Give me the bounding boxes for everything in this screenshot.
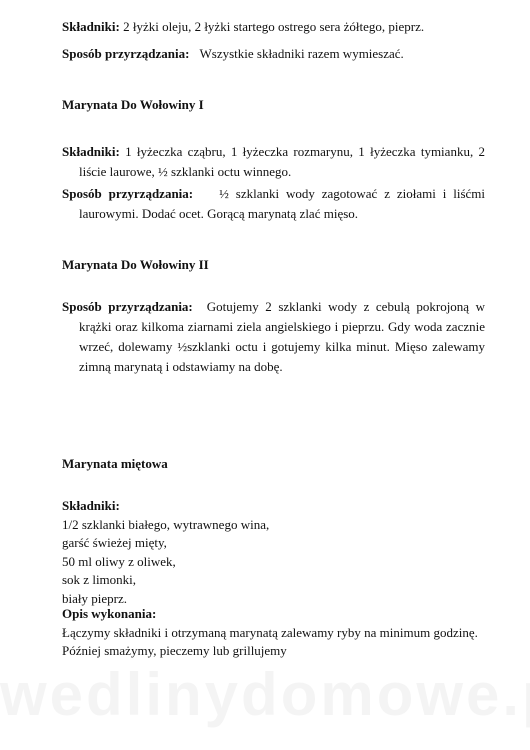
- method-label: Sposób przyrządzania:: [62, 46, 190, 61]
- ingredients-label: Składniki:: [62, 144, 120, 159]
- method-label: Opis wykonania:: [62, 606, 157, 621]
- section2-ingredients: [62, 142, 485, 182]
- section4-method: [62, 605, 478, 661]
- section1-ingredients: [62, 17, 470, 37]
- method-line: Później smażymy, pieczemy lub grillujemy: [62, 643, 287, 658]
- ingredient-item: 50 ml oliwy z oliwek,: [62, 553, 176, 569]
- section4-ingredients: [62, 497, 269, 608]
- section1-method: [62, 44, 470, 64]
- method-text: Gotujemy 2 szklanki wody z cebulą pokrojoną w krążki oraz kilkoma ziarnami ziela angielskiego i pieprzu. Gdy woda zacznie wrzeć, dolewamy ½szklanki octu i gotujemy kilka minut. Mięso zalewamy zimną marynatą i odstawiamy na dobę.: [79, 299, 485, 374]
- section3-title: Marynata Do Wołowiny II: [62, 257, 209, 272]
- section2-title: Marynata Do Wołowiny I: [62, 97, 204, 112]
- ingredient-item: sok z limonki,: [62, 572, 137, 587]
- section4-title: Marynata miętowa: [62, 456, 168, 471]
- method-text: Wszystkie składniki razem wymieszać.: [199, 46, 404, 61]
- ingredient-item: 1/2 szklanki białego, wytrawnego wina,: [62, 516, 270, 532]
- method-line: Łączymy składniki i otrzymaną marynatą zalewamy ryby na minimum godzinę.: [62, 624, 478, 640]
- section2-method: [62, 184, 485, 224]
- watermark: [0, 660, 530, 729]
- ingredients-text: 1 łyżeczka cząbru, 1 łyżeczka rozmarynu, 1 łyżeczka tymianku, 2 liście laurowe, ½ szklanki octu winnego.: [79, 144, 485, 179]
- ingredients-label: Składniki:: [62, 19, 120, 34]
- ingredients-label: Składniki:: [62, 498, 120, 513]
- method-text: ½ szklanki wody zagotować z ziołami i liśćmi laurowymi. Dodać ocet. Gorącą marynatą zlać mięso.: [79, 186, 486, 221]
- section3-method: [62, 297, 485, 377]
- ingredient-item: biały pieprz.: [62, 590, 127, 606]
- ingredient-item: garść świeżej mięty,: [62, 535, 167, 550]
- method-label: Sposób przyrządzania:: [62, 186, 194, 201]
- ingredients-text: 2 łyżki oleju, 2 łyżki startego ostrego sera żółtego, pieprz.: [123, 19, 425, 34]
- method-label: Sposób przyrządzania:: [62, 299, 193, 314]
